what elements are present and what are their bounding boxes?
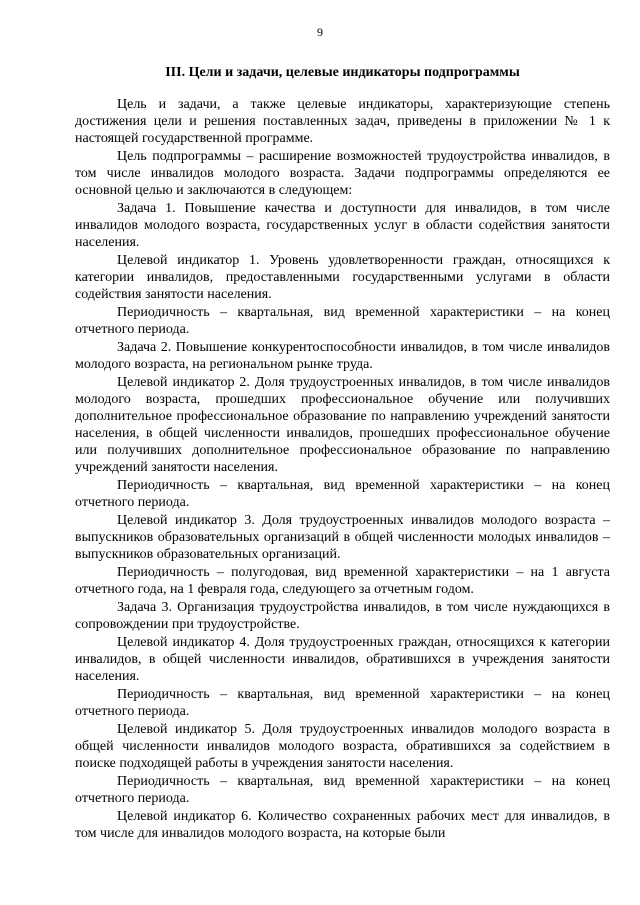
body-text bbox=[75, 96, 610, 843]
paragraph-task-2: Задача 2. Повышение конкурентоспособности инвалидов, в том числе инвалидов молодого возраста, на региональном рынке труда. bbox=[75, 340, 610, 372]
paragraph-indicator-5: Целевой индикатор 5. Доля трудоустроенных инвалидов молодого возраста в общей численности инвалидов молодого возраста, обратившихся за содействием в поиске подходящей работы в учреждения занятости населения. bbox=[75, 722, 610, 771]
paragraph-goal: Цель подпрограммы – расширение возможностей трудоустройства инвалидов, в том числе инвалидов молодого возраста. Задачи подпрограммы определяются ее основной целью и заключаются в следующем: bbox=[75, 149, 610, 198]
paragraph-indicator-2: Целевой индикатор 2. Доля трудоустроенных инвалидов, в том числе инвалидов молодого возраста, прошедших профессиональное обучение или получивших дополнительное профессиональное образование по направлению учреждений занятости населения, в общей численности инвалидов, прошедших профессиональное обучение или получивших дополнительное профессиональное образование по направлению учреждений занятости населения. bbox=[75, 375, 610, 475]
paragraph-indicator-1: Целевой индикатор 1. Уровень удовлетворенности граждан, относящихся к категории инвалидов, предоставленными государственными услугами в области содействия занятости населения. bbox=[75, 253, 610, 302]
paragraph-intro: Цель и задачи, а также целевые индикаторы, характеризующие степень достижения цели и решения поставленных задач, приведены в приложении № 1 к настоящей государственной программе. bbox=[75, 97, 610, 146]
paragraph-indicator-4: Целевой индикатор 4. Доля трудоустроенных граждан, относящихся к категории инвалидов, в общей численности инвалидов, обратившихся в учреждения занятости населения. bbox=[75, 635, 610, 684]
paragraph-periodicity-2: Периодичность – квартальная, вид временной характеристики – на конец отчетного периода. bbox=[75, 478, 610, 510]
paragraph-indicator-3: Целевой индикатор 3. Доля трудоустроенных инвалидов молодого возраста – выпускников образовательных организаций в общей численности молодых инвалидов – выпускников образовательных организаций. bbox=[75, 513, 610, 562]
paragraph-periodicity-5: Периодичность – квартальная, вид временной характеристики – на конец отчетного периода. bbox=[75, 774, 610, 806]
page-number: 9 bbox=[317, 25, 323, 39]
paragraph-periodicity-4: Периодичность – квартальная, вид временной характеристики – на конец отчетного периода. bbox=[75, 687, 610, 719]
paragraph-task-3: Задача 3. Организация трудоустройства инвалидов, в том числе нуждающихся в сопровождении при трудоустройстве. bbox=[75, 600, 610, 632]
section-heading: III. Цели и задачи, целевые индикаторы подпрограммы bbox=[165, 65, 520, 80]
paragraph-periodicity-3: Периодичность – полугодовая, вид временной характеристики – на 1 августа отчетного года, на 1 февраля года, следующего за отчетным годом. bbox=[75, 565, 610, 597]
paragraph-indicator-6: Целевой индикатор 6. Количество сохраненных рабочих мест для инвалидов, в том числе для инвалидов молодого возраста, на которые были bbox=[75, 809, 610, 841]
paragraph-periodicity-1: Периодичность – квартальная, вид временной характеристики – на конец отчетного периода. bbox=[75, 305, 610, 337]
paragraph-task-1: Задача 1. Повышение качества и доступности для инвалидов, в том числе инвалидов молодого возраста, государственных услуг в области содействия занятости населения. bbox=[75, 201, 610, 250]
